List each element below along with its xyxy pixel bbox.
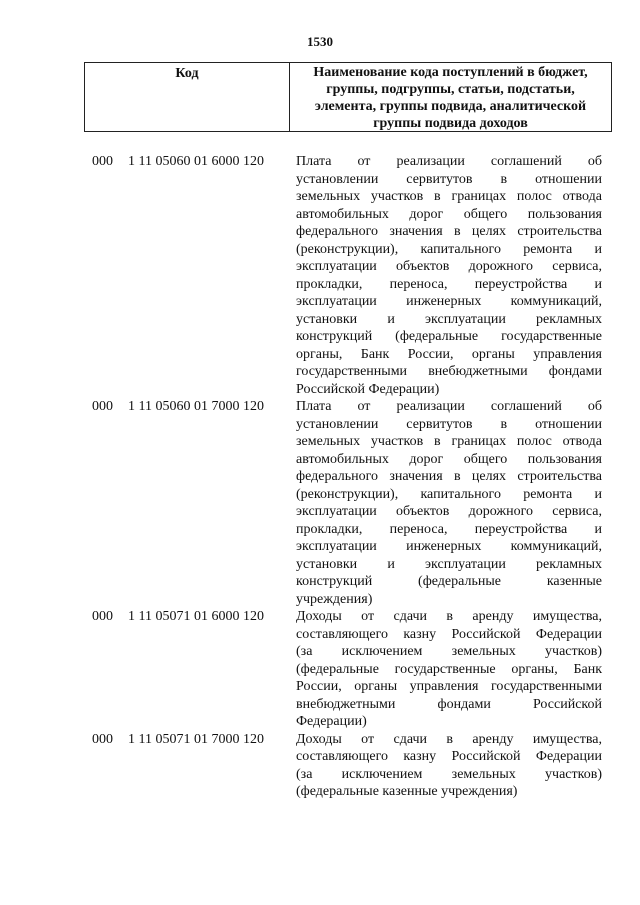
description-line: Плата от реализации соглашений об — [296, 154, 602, 169]
admin-code: 000 — [92, 154, 113, 169]
table-row — [92, 608, 612, 731]
revenue-code: 1 11 05060 01 7000 120 — [128, 399, 264, 414]
description-line: (реконструкции), капитального ремонта и — [296, 486, 602, 502]
description-line: прокладки, переноса, переустройства и — [296, 276, 602, 292]
header-name-line: группы подвида доходов — [373, 116, 528, 131]
table-row — [92, 398, 612, 608]
revenue-code: 1 11 05071 01 7000 120 — [128, 731, 264, 747]
description-line: составляющего казну Российской Федерации — [296, 626, 602, 642]
description-line: Доходы от сдачи в аренду имущества, — [296, 731, 602, 747]
description-line: конструкций (федеральные государственные — [296, 329, 602, 344]
revenue-description — [296, 731, 602, 801]
table-row — [92, 153, 612, 398]
revenue-code: 1 11 05060 01 6000 120 — [128, 154, 264, 169]
description-line: органы, Банк России, органы управления — [296, 346, 602, 362]
description-line: составляющего казну Российской Федерации — [296, 749, 602, 764]
header-name-line: группы, подгруппы, статьи, подстатьи, — [326, 82, 575, 97]
description-line: автомобильных дорог общего пользования — [296, 451, 602, 467]
admin-code: 000 — [92, 399, 113, 414]
table-row — [92, 731, 612, 801]
description-line: земельных участков в границах полос отвода — [296, 189, 602, 204]
description-line: федерального значения в целях строительства — [296, 469, 602, 484]
description-line: (федеральные государственные органы, Банк — [296, 661, 602, 677]
description-line: Федерации) — [296, 714, 367, 729]
description-line: конструкций (федеральные казенные — [296, 574, 602, 589]
description-line: эксплуатации инженерных коммуникаций, — [296, 539, 602, 554]
revenue-code-list — [92, 153, 612, 801]
header-name-line: Наименование кода поступлений в бюджет, — [313, 65, 588, 80]
description-line: России, органы управления государственными — [296, 679, 602, 694]
page-number: 1530 — [307, 34, 333, 49]
description-line: (за исключением земельных участков) — [296, 766, 602, 782]
table-header — [84, 62, 612, 132]
description-line: (федеральные казенные учреждения) — [296, 784, 518, 799]
description-line: Российской Федерации) — [296, 381, 440, 397]
description-line: земельных участков в границах полос отвода — [296, 434, 602, 449]
revenue-description — [296, 398, 602, 608]
description-line: прокладки, переноса, переустройства и — [296, 521, 602, 537]
revenue-description — [296, 153, 602, 398]
admin-code: 000 — [92, 609, 113, 624]
description-line: эксплуатации объектов дорожного сервиса, — [296, 504, 602, 519]
description-line: установки и эксплуатации рекламных — [296, 311, 602, 327]
description-line: государственными внебюджетными фондами — [296, 364, 602, 379]
header-name-column — [290, 63, 611, 131]
description-line: учреждения) — [296, 591, 373, 607]
admin-code: 000 — [92, 731, 113, 747]
description-line: установки и эксплуатации рекламных — [296, 556, 602, 572]
revenue-code: 1 11 05071 01 6000 120 — [128, 609, 264, 624]
description-line: установлении сервитутов в отношении — [296, 416, 602, 432]
description-line: Плата от реализации соглашений об — [296, 399, 602, 414]
description-line: (реконструкции), капитального ремонта и — [296, 241, 602, 257]
description-line: эксплуатации инженерных коммуникаций, — [296, 294, 602, 309]
description-line: установлении сервитутов в отношении — [296, 171, 602, 187]
description-line: внебюджетными фондами Российской — [296, 696, 602, 712]
revenue-description — [296, 608, 602, 731]
header-name-line: элемента, группы подвида, аналитической — [314, 99, 587, 114]
description-line: Доходы от сдачи в аренду имущества, — [296, 609, 602, 624]
description-line: автомобильных дорог общего пользования — [296, 206, 602, 222]
description-line: эксплуатации объектов дорожного сервиса, — [296, 259, 602, 274]
description-line: федерального значения в целях строительства — [296, 224, 602, 239]
header-code-column: Код — [85, 63, 290, 131]
description-line: (за исключением земельных участков) — [296, 644, 602, 659]
